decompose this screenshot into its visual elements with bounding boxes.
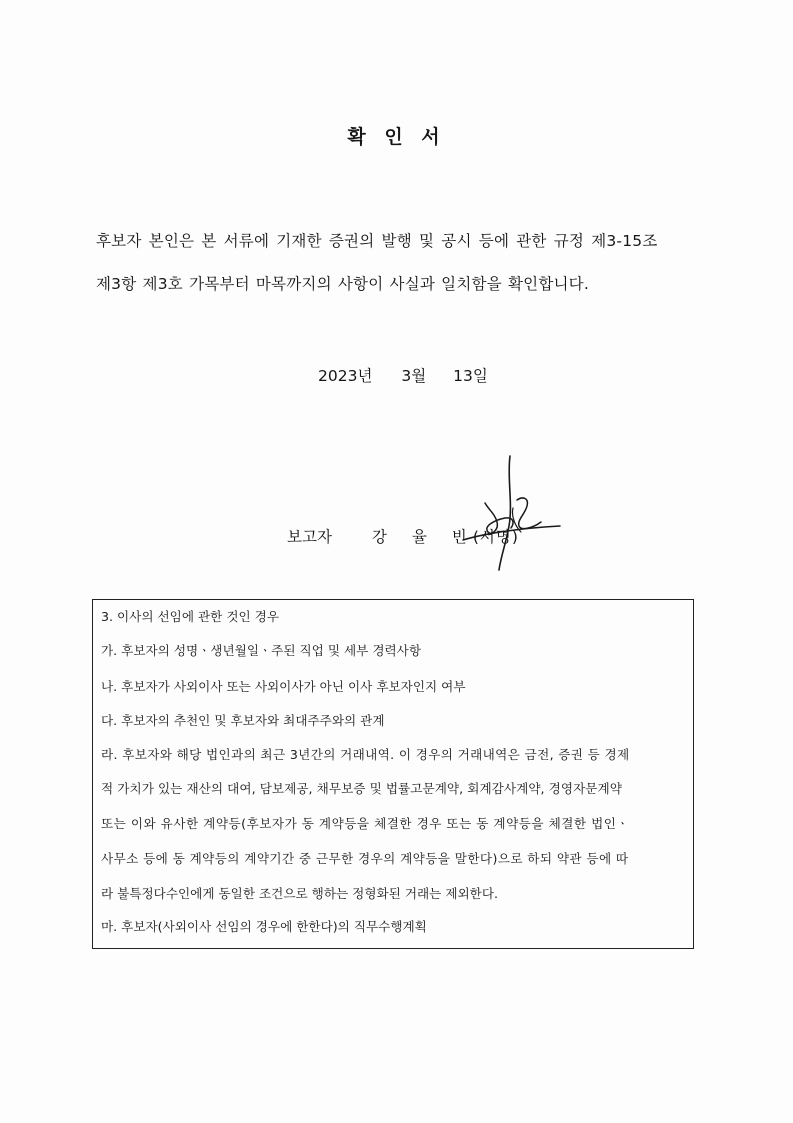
reporter-name: 강 율 빈 xyxy=(371,528,477,546)
box-line: 마. 후보자(사외이사 선임의 경우에 한한다)의 직무수행계획 xyxy=(101,919,427,934)
box-line: 라. 후보자와 해당 법인과의 최근 3년간의 거래내역. 이 경우의 거래내역은 금전, 증권 등 경제 xyxy=(101,747,630,762)
date-line xyxy=(318,364,488,386)
box-line: 사무소 등에 동 계약등의 계약기간 중 근무한 경우의 계약등을 말한다)으로 하되 약관 등에 따 xyxy=(101,851,629,866)
box-line: 라 불특정다수인에게 동일한 조건으로 행하는 정형화된 거래는 제외한다. xyxy=(101,886,498,901)
document-title: 확 인 서 xyxy=(347,126,446,148)
box-line: 나. 후보자가 사외이사 또는 사외이사가 아닌 이사 후보자인지 여부 xyxy=(101,679,466,694)
box-line: 다. 후보자의 추천인 및 후보자와 최대주주와의 관계 xyxy=(101,713,385,728)
date-month: 3월 xyxy=(401,367,427,385)
box-line: 가. 후보자의 성명ㆍ생년월일ㆍ주된 직업 및 세부 경력사항 xyxy=(101,643,421,658)
box-line: 또는 이와 유사한 계약등(후보자가 동 계약등을 체결한 경우 또는 동 계약등을 체결한 법인ㆍ xyxy=(101,816,630,831)
box-line: 적 가치가 있는 재산의 대여, 담보제공, 채무보증 및 법률고문계약, 회계감사계약, 경영자문계약 xyxy=(101,781,622,796)
disclosure-items-box xyxy=(92,599,694,949)
handwritten-signature xyxy=(455,448,565,573)
statement-line-2: 제3항 제3호 가목부터 마목까지의 사항이 사실과 일치함을 확인합니다. xyxy=(96,275,589,293)
date-year: 2023년 xyxy=(318,367,373,385)
statement-line-1: 후보자 본인은 본 서류에 기재한 증권의 발행 및 공시 등에 관한 규정 제3-15조 xyxy=(96,232,658,250)
date-day: 13일 xyxy=(453,367,488,385)
signature-label: (서명) xyxy=(472,528,519,546)
reporter-label: 보고자 xyxy=(287,528,332,546)
box-line: 3. 이사의 선임에 관한 것인 경우 xyxy=(101,609,280,624)
